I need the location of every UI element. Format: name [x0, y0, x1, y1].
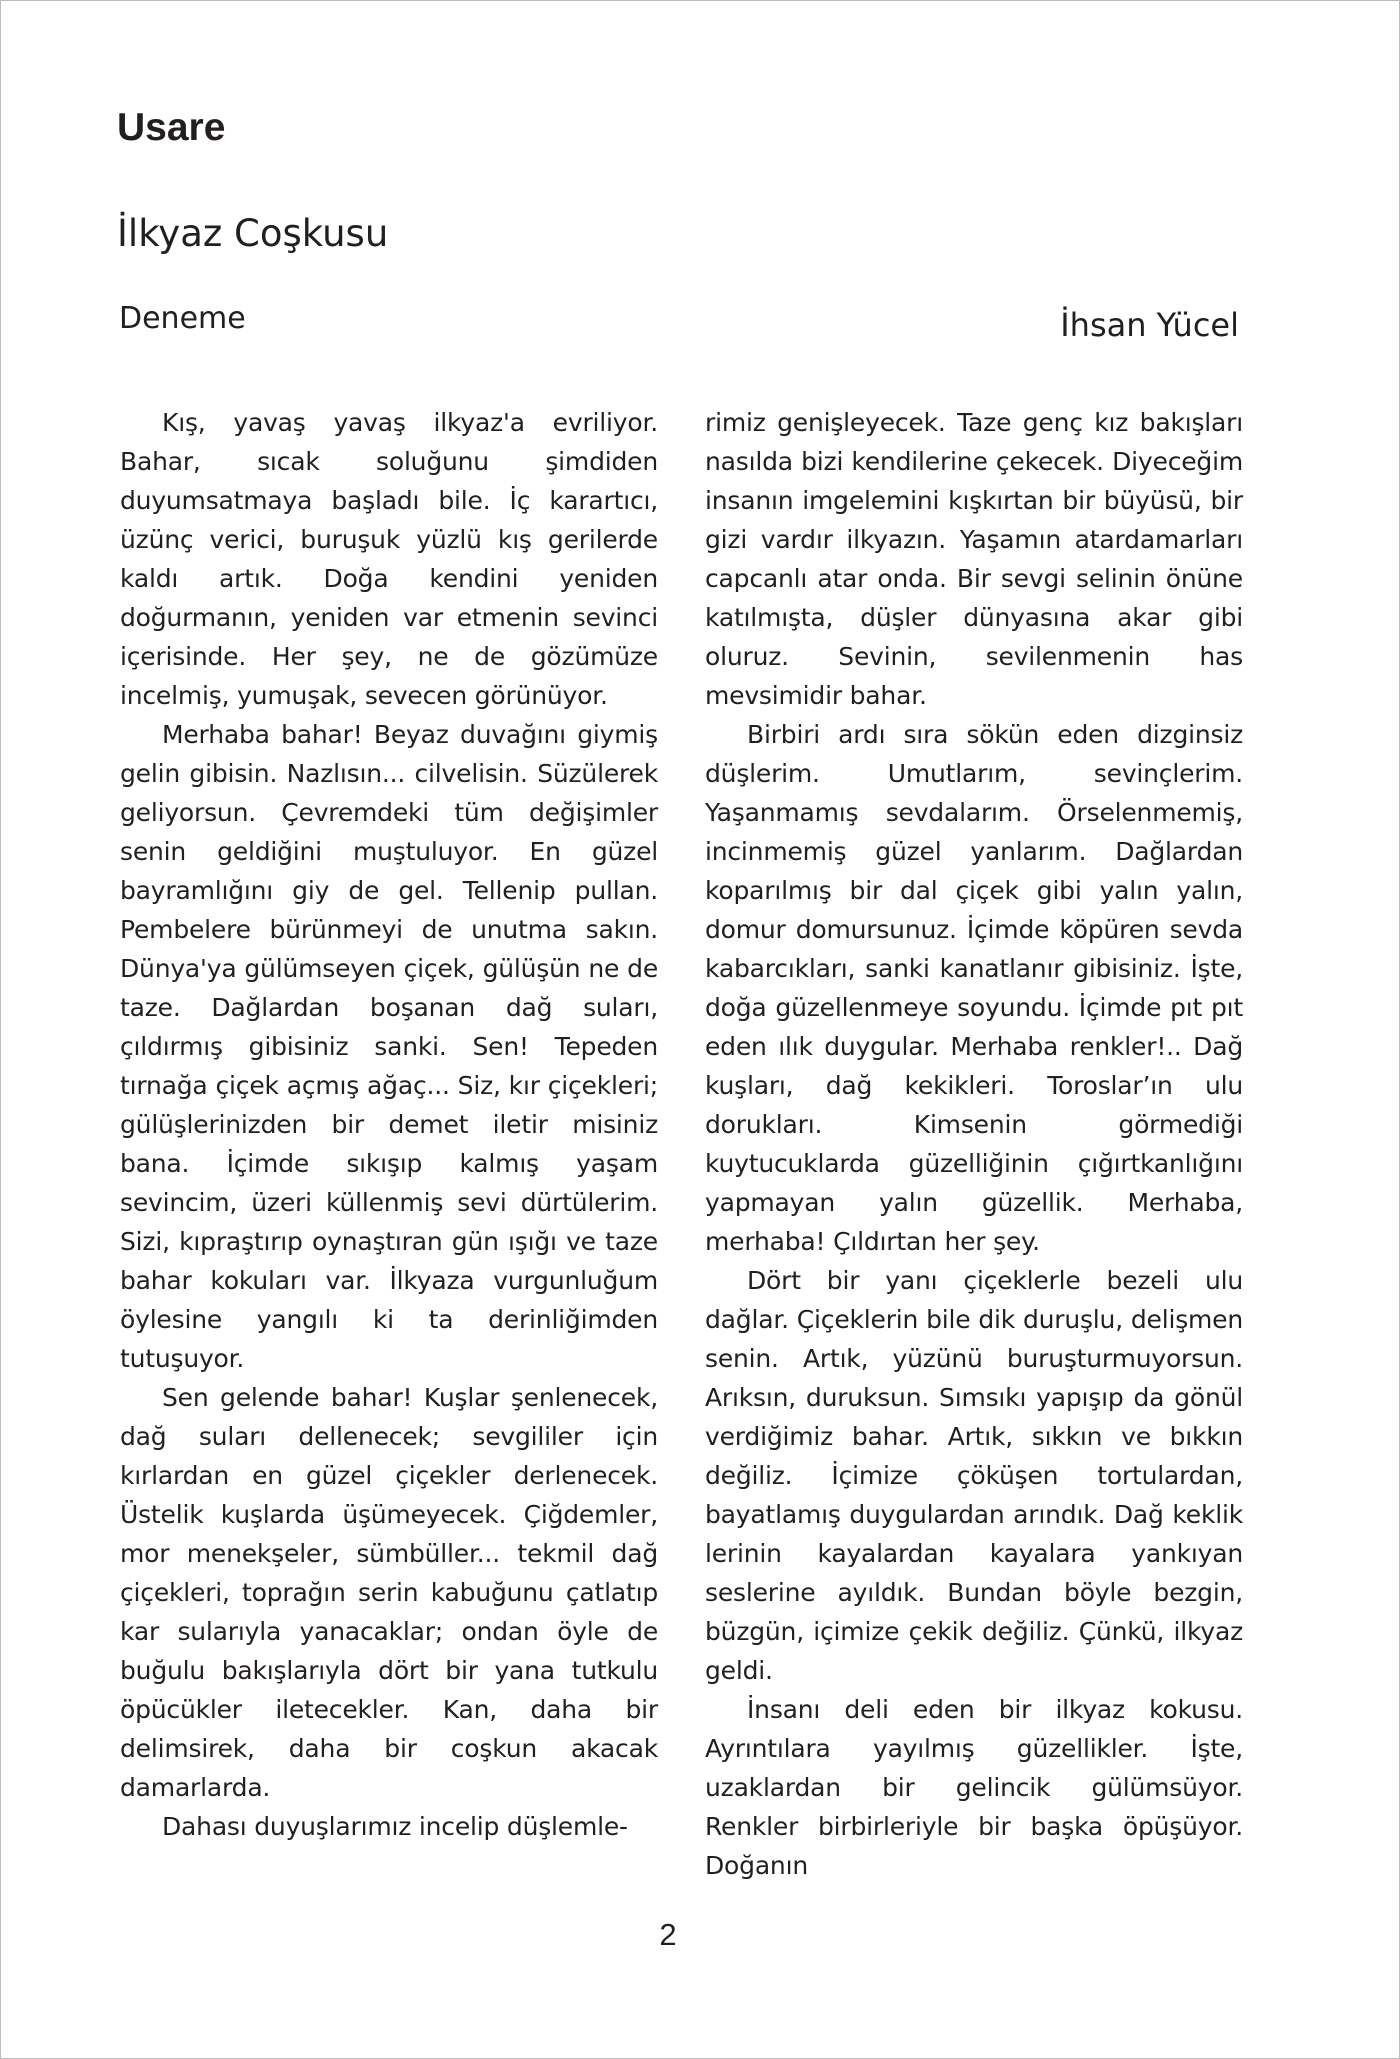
article-genre: Deneme — [119, 301, 246, 336]
article-author: İhsan Yücel — [1060, 306, 1239, 344]
paragraph: Sen gelende bahar! Kuşlar şenlenecek, dağ suları dellenecek; sevgililer için kırlardan en güzel çiçekler derlenecek. Üstelik kuşlarda üşümeyecek. Çiğdemler, mor menekşeler, sümbüller... tekmil dağ çiçekleri, toprağın serin kabuğunu çatlatıp kar sularıyla yanacaklar; ondan öyle de buğulu bakışlarıyla dört bir yana tutkulu öpücükler iletecekler. Kan, daha bir delimsirek, daha bir coşkun akacak damarlarda. — [120, 1383, 658, 1802]
paragraph: Merhaba bahar! Beyaz duvağını giymiş gelin gibisin. Nazlısın... cilvelisin. Süzülerek geliyorsun. Çevremdeki tüm değişimler senin geldiğini muştuluyor. En güzel bayramlığını giy de gel. Tellenip pullan. Pembelere bürünmeyi de unutma sakın. Dünya'ya gülümseyen çiçek, gülüşün ne de taze. Dağlardan boşanan dağ suları, çıldırmış gibisiniz sanki. Sen! Tepeden tırnağa çiçek açmış ağaç... Siz, kır çiçekleri; gülüşlerinizden bir demet iletir misiniz bana. İçimde sıkışıp kalmış yaşam sevincim, üzeri küllenmiş sevi dürtülerim. Sizi, kıpraştırıp oynaştıran gün ışığı ve taze bahar kokuları var. İlkyaza vurgunluğum öylesine yangılı ki ta derinliğimden tutuşuyor. — [120, 720, 658, 1373]
paragraph: Birbiri ardı sıra sökün eden dizginsiz düşlerim. Umutlarım, sevinçlerim. Yaşanmamış sevdalarım. Örselenmemiş, incinmemiş güzel yanlarım. Dağlardan koparılmış bir dal çiçek gibi yalın yalın, domur domursunuz. İçimde köpüren sevda kabarcıkları, sanki kanatlanır gibisiniz. İşte, doğa güzellenmeye soyundu. İçimde pıt pıt eden ılık duygular. Merhaba renkler!.. Dağ kuşları, dağ kekikleri. Toroslar’ın ulu dorukları. Kimsenin görmediği kuytucuklarda güzelliğinin çığırtkanlığını yapmayan yalın güzellik. Merhaba, merhaba! Çıldırtan her şey. — [705, 720, 1243, 1256]
article-title: İlkyaz Coşkusu — [117, 212, 389, 255]
paragraph: Dahası duyuşlarımız incelip düşlemle- — [162, 1812, 628, 1841]
paragraph: Dört bir yanı çiçeklerle bezeli ulu dağlar. Çiçeklerin bile dik duruşlu, delişmen senin. Artık, yüzünü buruşturmuyorsun. Arıksın, duruksun. Sımsıkı yapışıp da gönül verdiğimiz bahar. Artık, sıkkın ve bıkkın değiliz. İçimize çöküşen tortulardan, bayatlamış duygulardan arındık. Dağ keklik lerinin kayalardan kayalara yankıyan seslerine ayıldık. Bundan böyle bezgin, büzgün, içimize çekik değiliz. Çünkü, ilkyaz geldi. — [705, 1266, 1243, 1685]
paragraph-continuation: rimiz genişleyecek. Taze genç kız bakışları nasılda bizi kendilerine çekecek. Diyeceğim insanın imgelemini kışkırtan bir büyüsü, bir gizi vardır ilkyazın. Yaşamın atardamarları capcanlı atar onda. Bir sevgi selinin önüne katılmışta, düşler dünyasına akar gibi oluruz. Sevinin, sevilenmenin has mevsimidir bahar. — [705, 408, 1243, 710]
right-column — [705, 403, 1243, 1885]
paragraph: Kış, yavaş yavaş ilkyaz'a evriliyor. Bahar, sıcak soluğunu şimdiden duyumsatmaya başladı bile. İç karartıcı, üzünç verici, buruşuk yüzlü kış gerilerde kaldı artık. Doğa kendini yeniden doğurmanın, yeniden var etmenin sevinci içerisinde. Her şey, ne de gözümüze incelmiş, yumuşak, sevecen görünüyor. — [120, 408, 658, 710]
page-number: 2 — [659, 1917, 677, 1952]
paragraph: İnsanı deli eden bir ilkyaz kokusu. Ayrıntılara yayılmış güzellikler. İşte, uzaklardan bir gelincik gülümsüyor. Renkler birbirleriyle bir başka öpüşüyor. Doğanın — [705, 1695, 1243, 1880]
left-column — [120, 403, 658, 1846]
magazine-name: Usare — [117, 106, 226, 149]
